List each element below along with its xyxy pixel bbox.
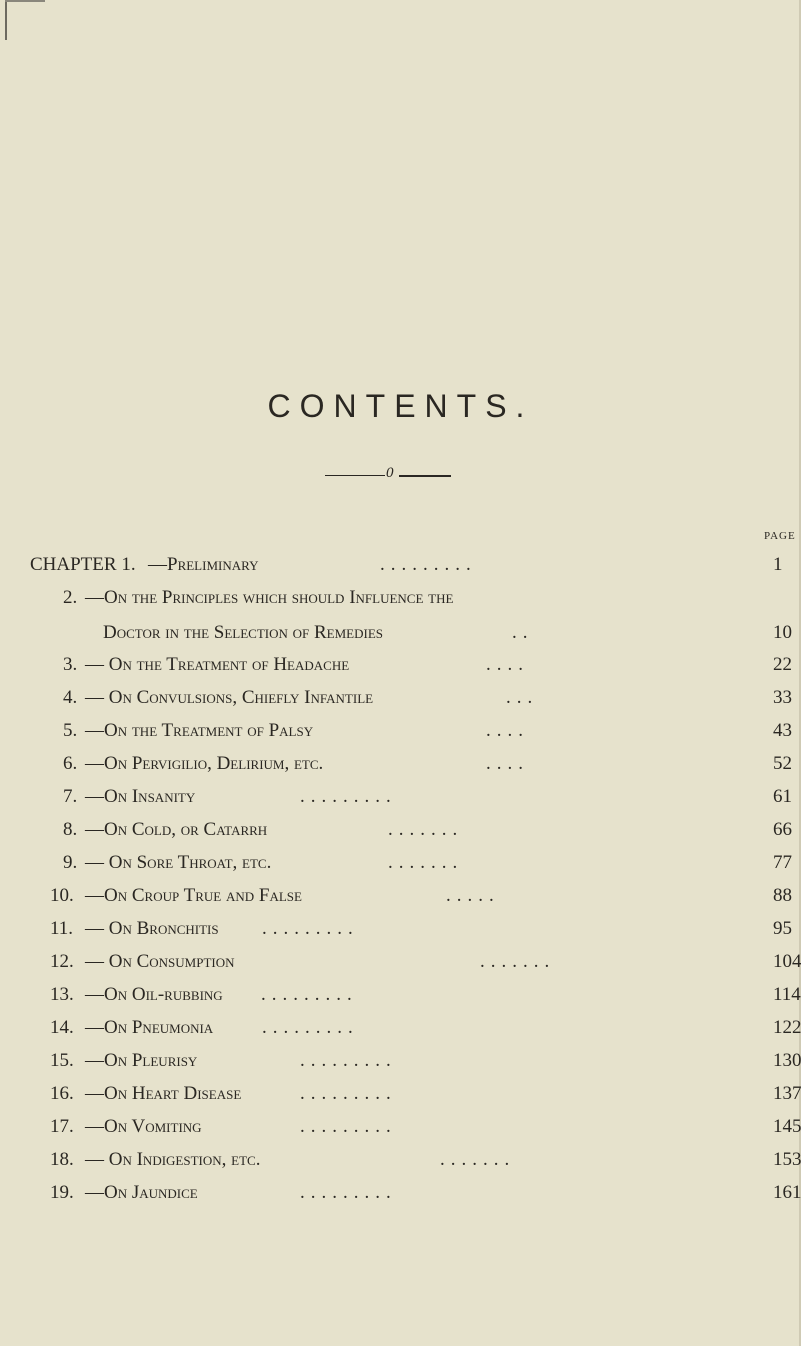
toc-entry bbox=[0, 550, 801, 580]
dot-leader: .. bbox=[512, 622, 534, 643]
dot-leader: ......... bbox=[300, 1182, 397, 1203]
chapter-number: 9. bbox=[63, 852, 78, 873]
chapter-number: 2. bbox=[63, 587, 78, 608]
toc-entry bbox=[0, 1145, 801, 1175]
chapter-number: 14. bbox=[50, 1017, 74, 1038]
chapter-number: 7. bbox=[63, 786, 78, 807]
chapter-title: — On Sore Throat, etc. bbox=[85, 852, 272, 873]
chapter-title: —On Pleurisy bbox=[85, 1050, 198, 1071]
page-number: 43 bbox=[773, 720, 792, 741]
chapter-number: 19. bbox=[50, 1182, 74, 1203]
page-number: 61 bbox=[773, 786, 792, 807]
toc-entry bbox=[0, 1178, 801, 1208]
page-number: 66 bbox=[773, 819, 792, 840]
chapter-number: 4. bbox=[63, 687, 78, 708]
chapter-title: —On the Principles which should Influence the bbox=[85, 587, 454, 608]
toc-entry bbox=[0, 749, 801, 779]
toc-entry-continuation bbox=[0, 618, 801, 648]
toc-entry bbox=[0, 815, 801, 845]
chapter-title: — On Convulsions, Chiefly Infantile bbox=[85, 687, 374, 708]
dot-leader: .... bbox=[486, 720, 529, 741]
page-number: 88 bbox=[773, 885, 792, 906]
page-number: 145 bbox=[773, 1116, 801, 1137]
page-edge-top bbox=[5, 0, 45, 2]
dot-leader: .... bbox=[486, 654, 529, 675]
chapter-title: — On Indigestion, etc. bbox=[85, 1149, 261, 1170]
dot-leader: ..... bbox=[446, 885, 500, 906]
dot-leader: ....... bbox=[440, 1149, 516, 1170]
dot-leader: ....... bbox=[388, 852, 464, 873]
toc-entry bbox=[0, 914, 801, 944]
page-number: 153 bbox=[773, 1149, 801, 1170]
chapter-number: 13. bbox=[50, 984, 74, 1005]
chapter-number: 17. bbox=[50, 1116, 74, 1137]
toc-entry bbox=[0, 782, 801, 812]
chapter-title: — On Consumption bbox=[85, 951, 235, 972]
toc-entry bbox=[0, 881, 801, 911]
toc-entry bbox=[0, 583, 801, 613]
chapter-title: — On Bronchitis bbox=[85, 918, 219, 939]
chapter-title: —On Oil-rubbing bbox=[85, 984, 223, 1005]
dot-leader: ......... bbox=[262, 918, 359, 939]
chapter-number: 11. bbox=[50, 918, 74, 939]
page-number: 104 bbox=[773, 951, 801, 972]
chapter-title: —On Heart Disease bbox=[85, 1083, 242, 1104]
dot-leader: ... bbox=[506, 687, 539, 708]
chapter-number: 16. bbox=[50, 1083, 74, 1104]
chapter-number: CHAPTER 1. bbox=[30, 554, 136, 575]
page-number: 114 bbox=[773, 984, 801, 1005]
chapter-number: 3. bbox=[63, 654, 78, 675]
chapter-title: —On the Treatment of Palsy bbox=[85, 720, 314, 741]
page-number: 52 bbox=[773, 753, 792, 774]
chapter-title: — On the Treatment of Headache bbox=[85, 654, 350, 675]
toc-entry bbox=[0, 848, 801, 878]
page-number: 10 bbox=[773, 622, 792, 643]
page-number: 77 bbox=[773, 852, 792, 873]
chapter-title: —On Pneumonia bbox=[85, 1017, 214, 1038]
chapter-number: 6. bbox=[63, 753, 78, 774]
chapter-number: 8. bbox=[63, 819, 78, 840]
dot-leader: ......... bbox=[300, 786, 397, 807]
toc-entry bbox=[0, 1013, 801, 1043]
chapter-title: —On Insanity bbox=[85, 786, 196, 807]
chapter-number: 5. bbox=[63, 720, 78, 741]
dot-leader: ......... bbox=[300, 1050, 397, 1071]
toc-entry bbox=[0, 1079, 801, 1109]
dot-leader: ......... bbox=[300, 1116, 397, 1137]
page-number: 161 bbox=[773, 1182, 801, 1203]
toc-entry bbox=[0, 1112, 801, 1142]
chapter-number: 18. bbox=[50, 1149, 74, 1170]
dot-leader: ....... bbox=[480, 951, 556, 972]
page-number: 130 bbox=[773, 1050, 801, 1071]
toc-entry bbox=[0, 683, 801, 713]
page-number: 137 bbox=[773, 1083, 801, 1104]
chapter-title: —On Cold, or Catarrh bbox=[85, 819, 268, 840]
page-number: 122 bbox=[773, 1017, 801, 1038]
divider-mark: 0 bbox=[386, 465, 394, 481]
divider-line-right bbox=[399, 475, 451, 477]
chapter-number: 15. bbox=[50, 1050, 74, 1071]
page-number: 22 bbox=[773, 654, 792, 675]
page-column-heading: PAGE bbox=[764, 530, 796, 542]
chapter-title: —On Croup True and False bbox=[85, 885, 302, 906]
divider-line-left bbox=[325, 475, 385, 476]
page-title: CONTENTS. bbox=[267, 388, 534, 424]
dot-leader: .... bbox=[486, 753, 529, 774]
dot-leader: ....... bbox=[388, 819, 464, 840]
chapter-title: —Preliminary bbox=[148, 554, 259, 575]
chapter-number: 10. bbox=[50, 885, 74, 906]
page-number: 33 bbox=[773, 687, 792, 708]
page-number: 1 bbox=[773, 554, 783, 575]
dot-leader: ......... bbox=[300, 1083, 397, 1104]
dot-leader: ......... bbox=[380, 554, 477, 575]
chapter-number: 12. bbox=[50, 951, 74, 972]
page-number: 95 bbox=[773, 918, 792, 939]
chapter-title-continued: Doctor in the Selection of Remedies bbox=[103, 622, 384, 643]
toc-entry bbox=[0, 1046, 801, 1076]
chapter-title: —On Jaundice bbox=[85, 1182, 198, 1203]
toc-entry bbox=[0, 650, 801, 680]
toc-entry bbox=[0, 947, 801, 977]
toc-entry bbox=[0, 716, 801, 746]
toc-entry bbox=[0, 980, 801, 1010]
chapter-title: —On Pervigilio, Delirium, etc. bbox=[85, 753, 324, 774]
dot-leader: ......... bbox=[262, 1017, 359, 1038]
chapter-title: —On Vomiting bbox=[85, 1116, 202, 1137]
title-divider bbox=[325, 465, 485, 485]
dot-leader: ......... bbox=[261, 984, 358, 1005]
page-edge-left bbox=[5, 0, 7, 40]
